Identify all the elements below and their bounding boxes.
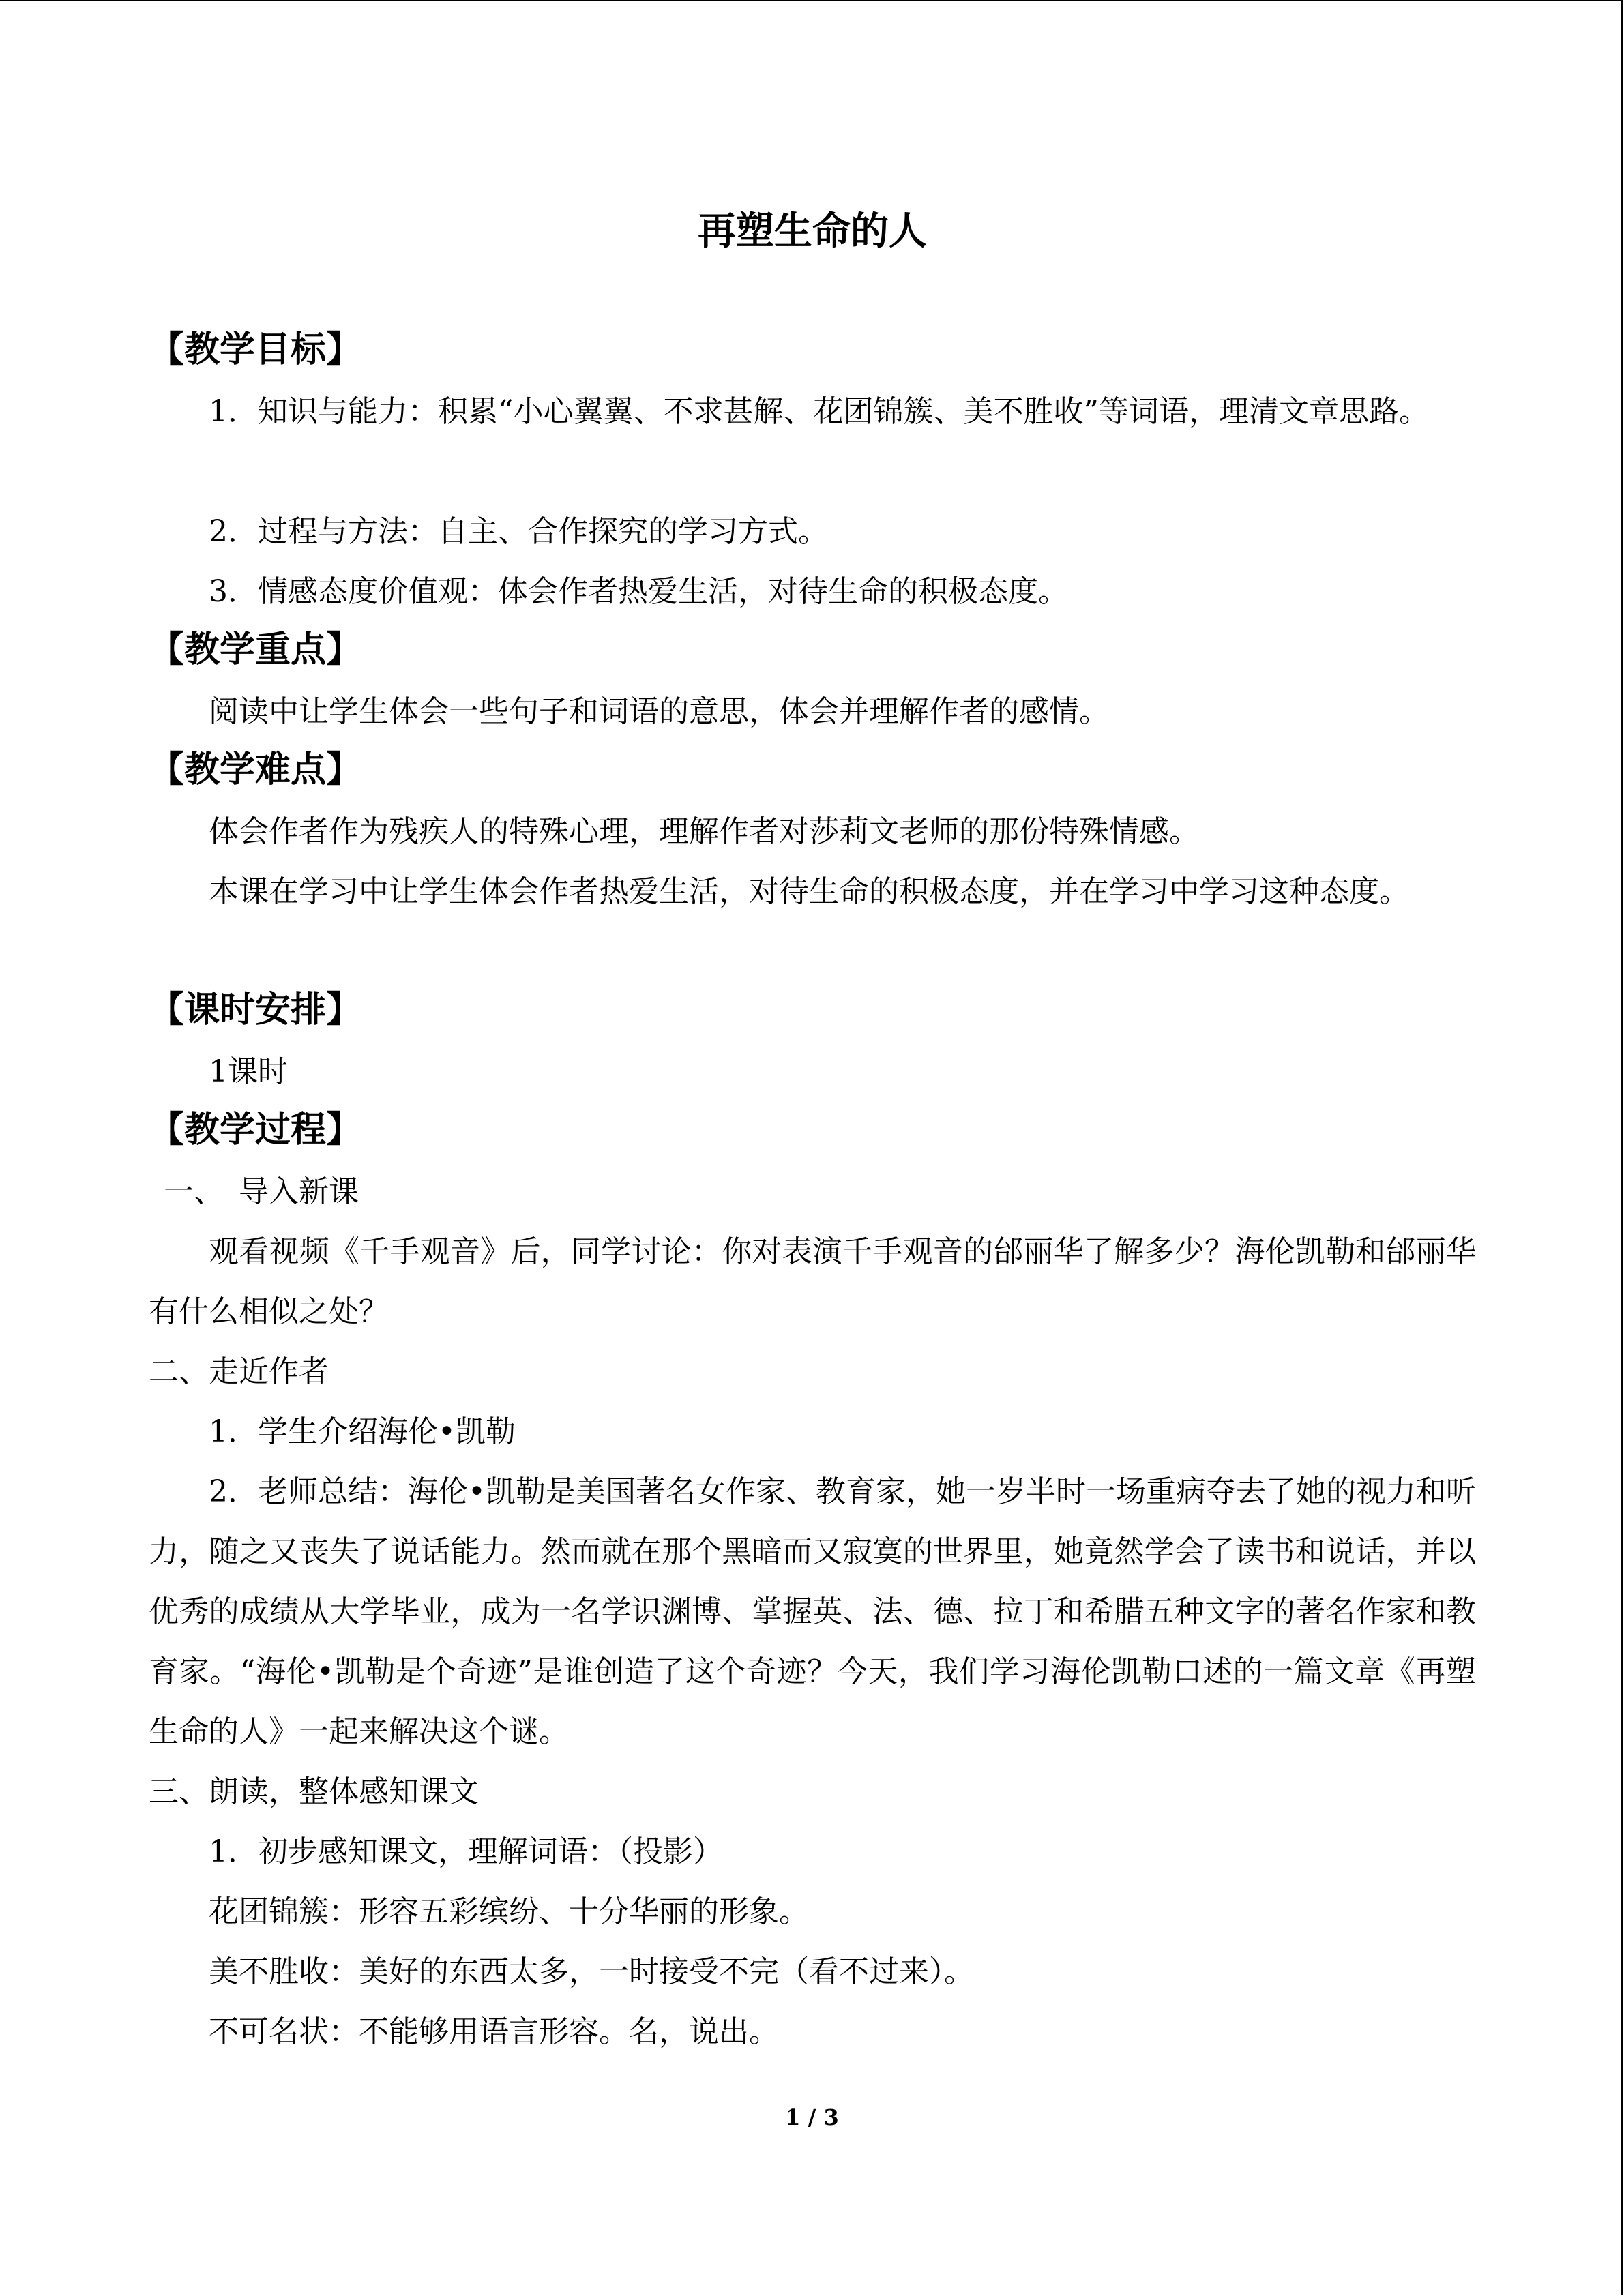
step-1-text: 观看视频《千手观音》后，同学讨论：你对表演千手观音的邰丽华了解多少？海伦凯勒和邰丽华有什么相似之处？: [149, 1234, 1476, 1329]
vocab-item-2: 美不胜收：美好的东西太多，一时接受不完（看不过来）。: [209, 1954, 974, 1989]
goal-item-1: 1．知识与能力：积累“小心翼翼、不求甚解、花团锦簇、美不胜收”等词语，理清文章思路。: [209, 394, 1429, 429]
step-3-item-1: 1．初步感知课文，理解词语：（投影）: [209, 1834, 723, 1869]
difficulties-text-2: 本课在学习中让学生体会作者热爱生活，对待生命的积极态度，并在学习中学习这种态度。: [209, 874, 1409, 909]
page-title: 再塑生命的人: [698, 209, 927, 254]
difficulties-text-1: 体会作者作为残疾人的特殊心理，理解作者对莎莉文老师的那份特殊情感。: [209, 814, 1199, 849]
step-3-title: 三、朗读，整体感知课文: [149, 1774, 479, 1809]
schedule-text: 1课时: [209, 1054, 288, 1089]
step-2-title: 二、走近作者: [149, 1354, 329, 1389]
heading-key-points: 【教学重点】: [149, 629, 362, 670]
step-1-title: 一、 导入新课: [164, 1174, 359, 1209]
heading-schedule: 【课时安排】: [149, 989, 362, 1030]
vocab-item-1: 花团锦簇：形容五彩缤纷、十分华丽的形象。: [209, 1894, 809, 1929]
step-2-item-1: 1．学生介绍海伦•凯勒: [209, 1414, 516, 1449]
heading-difficulties: 【教学难点】: [149, 749, 362, 790]
step-2-item-2: 2．老师总结：海伦•凯勒是美国著名女作家、教育家，她一岁半时一场重病夺去了她的视力和听力，随之又丧失了说话能力。然而就在那个黑暗而又寂寞的世界里，她竟然学会了读书和说话，并以优秀的成绩从大学毕业，成为一名学识渊博、掌握英、法、德、拉丁和希腊五种文字的著名作家和教育家。“海伦•凯勒是个奇迹”是谁创造了这个奇迹？今天，我们学习海伦凯勒口述的一篇文章《再塑生命的人》一起来解决这个谜。: [149, 1474, 1476, 1749]
heading-teaching-goals: 【教学目标】: [149, 329, 362, 370]
goal-item-3: 3．情感态度价值观：体会作者热爱生活，对待生命的积极态度。: [209, 574, 1068, 609]
page-number: 1 / 3: [785, 2104, 839, 2130]
goal-item-2: 2．过程与方法：自主、合作探究的学习方式。: [209, 514, 828, 549]
heading-process: 【教学过程】: [149, 1109, 362, 1150]
key-points-text: 阅读中让学生体会一些句子和词语的意思，体会并理解作者的感情。: [209, 694, 1109, 729]
vocab-item-3: 不可名状：不能够用语言形容。名，说出。: [209, 2014, 779, 2049]
